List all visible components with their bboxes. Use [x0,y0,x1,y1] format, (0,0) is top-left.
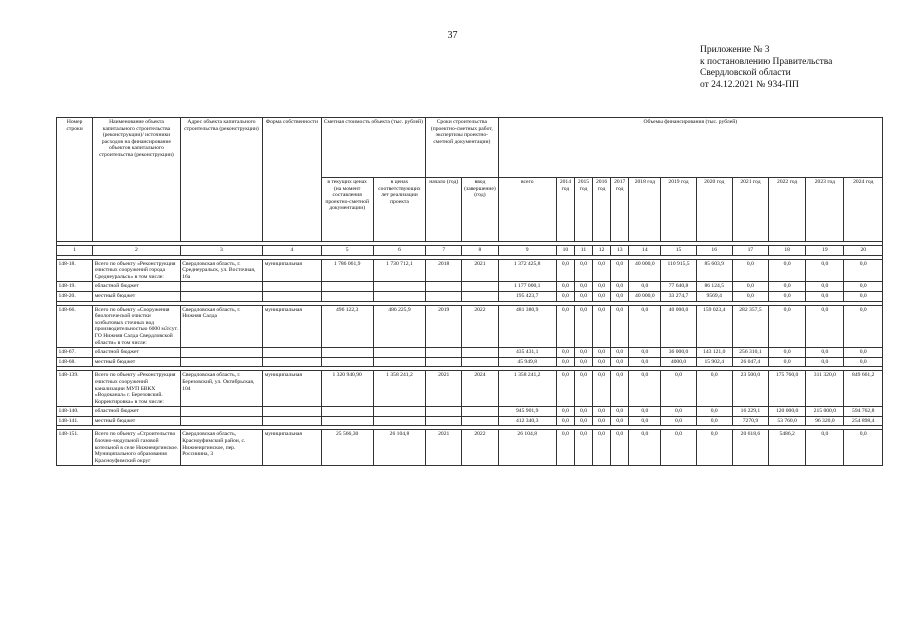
funding-year-value: 215 000,0 [806,407,844,417]
funding-year-value: 0,0 [593,416,611,426]
funding-year-value: 0,0 [844,282,883,292]
column-number: 10 [556,246,574,256]
funding-year-value: 0,0 [593,357,611,367]
funding-year-value: 0,0 [611,416,629,426]
funding-year-value: 85 603,9 [696,259,732,282]
cost-forecast: 1 730 712,1 [373,259,425,282]
funding-year-value: 36 000,0 [661,348,696,358]
empty-cell [263,291,321,301]
funding-year-value: 0,0 [556,371,574,407]
cost-current: 496 122,3 [321,305,373,348]
funding-year-value: 0,0 [574,282,592,292]
object-name: Всего по объекту «Реконструкция очистных сооружений канализации МУП БВКХ «Водоканал» г. Березовский. Корректировка» в том числе: [93,371,181,407]
empty-cell [180,282,262,292]
empty-cell [321,407,373,417]
object-name: Всего по объекту «Реконструкция очистных сооружений города Среднеуральск» в том числе: [93,259,181,282]
funding-year-value: 0,0 [844,259,883,282]
empty-cell [426,282,462,292]
funding-year-value: 0,0 [806,305,844,348]
table-body [57,259,883,466]
ownership-form: муниципальная [263,305,321,348]
funding-year-value: 0,0 [611,348,629,358]
empty-cell [263,407,321,417]
table-subrow [57,357,883,367]
funding-total: 435 431,1 [498,348,556,358]
funding-year-value: 0,0 [611,407,629,417]
funding-year-value: 0,0 [556,291,574,301]
funding-year-value: 0,0 [611,305,629,348]
funding-year-value: 0,0 [611,357,629,367]
table-subrow [57,348,883,358]
budget-source: местный бюджет [93,416,181,426]
funding-year-value: 256 310,1 [732,348,768,358]
funding-year-value: 0,0 [806,430,844,466]
appendix-block [700,45,890,91]
row-number: 148-66. [57,305,93,348]
funding-year-value: 0,0 [629,407,661,417]
table-subrow [57,416,883,426]
empty-cell [180,348,262,358]
funding-year-value: 0,0 [611,282,629,292]
column-number: 9 [498,246,556,256]
funding-year-value: 0,0 [806,259,844,282]
funding-year-value: 0,0 [593,259,611,282]
funding-year-value: 40 000,0 [661,305,696,348]
column-number: 11 [574,246,592,256]
funding-year-value: 0,0 [574,348,592,358]
funding-year-value: 0,0 [611,430,629,466]
funding-year-value: 20 618,6 [732,430,768,466]
funding-year-value: 0,0 [769,305,806,348]
empty-cell [373,407,425,417]
header-start-year: начало (год) [426,178,462,242]
empty-cell [462,357,498,367]
column-number: 6 [373,246,425,256]
empty-cell [321,357,373,367]
column-number-row [57,246,883,256]
header-object-name: Наименование объекта капитального строительства (реконструкции)/ источники расходов на финансирование объектов капитального строительства (реконструкции) [93,118,181,242]
empty-cell [373,357,425,367]
funding-year-value: 5486,2 [769,430,806,466]
funding-total: 481 380,9 [498,305,556,348]
object-name: Всего по объекту «Сооружения биологической очистки хозбытовых сточных вод производительностью 6000 м3/сут. ГО Нижняя Салда Свердловской области» в том числе: [93,305,181,348]
column-number: 14 [629,246,661,256]
budget-source: областной бюджет [93,348,181,358]
empty-cell [426,416,462,426]
column-number: 4 [263,246,321,256]
empty-cell [373,416,425,426]
funding-year-value: 0,0 [629,348,661,358]
funding-total: 45 949,8 [498,357,556,367]
table-subrow [57,291,883,301]
column-number: 18 [769,246,806,256]
header-total: всего [498,178,556,242]
funding-year-value: 0,0 [556,430,574,466]
object-address: Свердловская область, г. Березовский, ул. Октябрьская, 104 [180,371,262,407]
header-financing: Объемы финансирования (тыс. рублей) [498,118,882,178]
financing-table-wrapper [56,117,883,466]
header-row-number: Номер строки [57,118,93,242]
row-number: 148-18. [57,259,93,282]
funding-year-value: 0,0 [661,416,696,426]
object-address: Свердловская область, Красноуфимский район, с. Нижнеиргинское, пер. Россииина, 3 [180,430,262,466]
cost-current: 25 566,30 [321,430,373,466]
header-cost-current: в текущих ценах (на момент составления проектно-сметной документации) [321,178,373,242]
funding-year-value: 0,0 [556,259,574,282]
empty-cell [321,348,373,358]
funding-year-value: 254 898,4 [844,416,883,426]
empty-cell [321,282,373,292]
budget-source: областной бюджет [93,407,181,417]
funding-year-value: 282 357,5 [732,305,768,348]
empty-cell [180,357,262,367]
row-number: 148-141. [57,416,93,426]
funding-year-value: 0,0 [574,430,592,466]
funding-year-value: 0,0 [629,371,661,407]
funding-year-value: 0,0 [593,305,611,348]
page-number: 37 [447,30,458,41]
empty-cell [426,291,462,301]
empty-cell [373,282,425,292]
funding-year-value: 9569,4 [696,291,732,301]
funding-total: 1 177 000,1 [498,282,556,292]
funding-year-value: 849 661,2 [844,371,883,407]
funding-year-value: 23 500,0 [732,371,768,407]
funding-year-value: 40 000,0 [629,291,661,301]
appendix-line: от 24.12.2021 № 934-ПП [700,79,799,90]
start-year: 2021 [426,430,462,466]
funding-year-value: 0,0 [574,357,592,367]
empty-cell [426,357,462,367]
header-construction-terms: Сроки строительства (проектно-сметных работ, экспертизы проектно-сметной документации) [426,118,498,178]
row-number: 148-20. [57,291,93,301]
row-number: 148-67. [57,348,93,358]
funding-year-value: 0,0 [629,430,661,466]
cost-current: 1 320 940,90 [321,371,373,407]
funding-year-value: 0,0 [574,371,592,407]
budget-source: областной бюджет [93,282,181,292]
funding-year-value: 0,0 [661,430,696,466]
funding-year-value: 33 274,7 [661,291,696,301]
funding-year-value: 0,0 [806,282,844,292]
funding-year-value: 0,0 [769,282,806,292]
row-number: 148-140. [57,407,93,417]
funding-year-value: 0,0 [806,357,844,367]
funding-year-value: 0,0 [556,357,574,367]
column-number: 13 [611,246,629,256]
funding-total: 1 372 425,8 [498,259,556,282]
empty-cell [426,407,462,417]
ownership-form: муниципальная [263,259,321,282]
column-number: 8 [462,246,498,256]
start-year: 2021 [426,371,462,407]
cost-forecast: 1 358 241,2 [373,371,425,407]
start-year: 2019 [426,305,462,348]
header-year-1: 2015 год [574,178,592,242]
funding-year-value: 0,0 [844,430,883,466]
funding-year-value: 26 047,4 [732,357,768,367]
empty-cell [321,291,373,301]
table-subrow [57,407,883,417]
header-year-2: 2016 год [593,178,611,242]
end-year: 2021 [462,259,498,282]
funding-year-value: 0,0 [696,407,732,417]
funding-year-value: 0,0 [556,348,574,358]
header-year-5: 2019 год [661,178,696,242]
funding-year-value: 0,0 [593,348,611,358]
funding-year-value: 0,0 [769,348,806,358]
funding-year-value: 159 023,4 [696,305,732,348]
funding-year-value: 0,0 [611,291,629,301]
funding-year-value: 0,0 [556,416,574,426]
funding-year-value: 0,0 [844,348,883,358]
empty-cell [462,407,498,417]
funding-total: 195 423,7 [498,291,556,301]
funding-year-value: 0,0 [844,291,883,301]
funding-year-value: 0,0 [593,282,611,292]
empty-cell [373,291,425,301]
funding-year-value: 0,0 [732,259,768,282]
header-year-6: 2020 год [696,178,732,242]
header-estimated-cost: Сметная стоимость объекта (тыс. рублей) [321,118,426,178]
funding-year-value: 7270,9 [732,416,768,426]
column-number: 19 [806,246,844,256]
start-year: 2018 [426,259,462,282]
funding-total: 1 358 241,2 [498,371,556,407]
header-year-9: 2023 год [806,178,844,242]
funding-year-value: 0,0 [769,291,806,301]
funding-year-value: 110 915,5 [661,259,696,282]
funding-year-value: 0,0 [732,282,768,292]
empty-cell [263,282,321,292]
funding-year-value: 96 320,0 [806,416,844,426]
column-number: 5 [321,246,373,256]
row-number: 148-139. [57,371,93,407]
cost-forecast: 26 104,8 [373,430,425,466]
table-row [57,430,883,466]
funding-year-value: 594 762,8 [844,407,883,417]
empty-cell [263,348,321,358]
funding-year-value: 0,0 [696,430,732,466]
empty-cell [426,348,462,358]
empty-cell [373,348,425,358]
column-number: 15 [661,246,696,256]
ownership-form: муниципальная [263,430,321,466]
funding-year-value: 0,0 [629,305,661,348]
empty-cell [180,407,262,417]
funding-year-value: 143 121,0 [696,348,732,358]
funding-year-value: 0,0 [574,305,592,348]
funding-year-value: 0,0 [611,371,629,407]
table-row [57,305,883,348]
funding-year-value: 53 760,0 [769,416,806,426]
header-end-year: ввод (завершение) (год) [462,178,498,242]
column-number: 1 [57,246,93,256]
row-number: 148-19. [57,282,93,292]
funding-year-value: 0,0 [696,371,732,407]
empty-cell [462,348,498,358]
funding-year-value: 311 320,0 [806,371,844,407]
header-cost-forecast: в ценах соответствующих лет реализации проекта [373,178,425,242]
funding-year-value: 0,0 [556,305,574,348]
funding-total: 412 340,3 [498,416,556,426]
row-number: 148-68. [57,357,93,367]
funding-year-value: 0,0 [574,407,592,417]
object-address: Свердловская область, г. Нижняя Салда [180,305,262,348]
column-number: 12 [593,246,611,256]
cost-current: 1 786 061,9 [321,259,373,282]
empty-cell [321,416,373,426]
empty-cell [180,291,262,301]
table-row [57,371,883,407]
empty-cell [462,291,498,301]
funding-year-value: 16 229,1 [732,407,768,417]
header-year-10: 2024 год [844,178,883,242]
funding-year-value: 0,0 [696,416,732,426]
column-number: 16 [696,246,732,256]
funding-year-value: 40 000,0 [629,259,661,282]
funding-year-value: 120 000,0 [769,407,806,417]
funding-year-value: 0,0 [629,282,661,292]
funding-year-value: 0,0 [732,291,768,301]
funding-year-value: 0,0 [593,371,611,407]
funding-year-value: 0,0 [574,291,592,301]
funding-year-value: 0,0 [769,259,806,282]
appendix-line: Приложение № 3 [700,45,770,55]
table-subrow [57,282,883,292]
empty-cell [462,282,498,292]
empty-cell [263,357,321,367]
funding-year-value: 86 124,5 [696,282,732,292]
funding-year-value: 0,0 [661,407,696,417]
funding-year-value: 0,0 [593,430,611,466]
financing-table [56,117,883,466]
end-year: 2022 [462,430,498,466]
header-ownership: Форма собственности [263,118,321,242]
header-year-7: 2021 год [732,178,768,242]
table-row [57,259,883,282]
table-header [57,118,883,260]
funding-year-value: 0,0 [629,357,661,367]
object-name: Всего по объекту «Строительство блочно-модульной газовой котельной в селе Нижнеиргинское. Муниципального образования Красноуфимский округ [93,430,181,466]
row-number: 148-151. [57,430,93,466]
end-year: 2024 [462,371,498,407]
funding-year-value: 0,0 [769,357,806,367]
funding-total: 945 901,9 [498,407,556,417]
budget-source: местный бюджет [93,291,181,301]
column-number: 7 [426,246,462,256]
funding-year-value: 175 760,0 [769,371,806,407]
empty-cell [263,416,321,426]
header-year-3: 2017 год [611,178,629,242]
header-year-8: 2022 год [769,178,806,242]
funding-year-value: 4000,0 [661,357,696,367]
funding-year-value: 0,0 [629,416,661,426]
appendix-line: к постановлению Правительства [700,56,833,67]
empty-cell [180,416,262,426]
appendix-line: Свердловской области [700,68,791,78]
funding-year-value: 77 640,8 [661,282,696,292]
funding-year-value: 0,0 [611,259,629,282]
cost-forecast: 486 225,9 [373,305,425,348]
column-number: 3 [180,246,262,256]
budget-source: местный бюджет [93,357,181,367]
funding-year-value: 0,0 [661,371,696,407]
funding-year-value: 15 902,4 [696,357,732,367]
funding-year-value: 0,0 [593,291,611,301]
funding-year-value: 0,0 [806,348,844,358]
column-number: 20 [844,246,883,256]
column-number: 2 [93,246,181,256]
header-year-4: 2018 год [629,178,661,242]
empty-cell [462,416,498,426]
funding-year-value: 0,0 [844,357,883,367]
funding-total: 26 104,8 [498,430,556,466]
end-year: 2022 [462,305,498,348]
header-address: Адрес объекта капитального строительства (реконструкции) [180,118,262,242]
header-year-0: 2014 год [556,178,574,242]
funding-year-value: 0,0 [574,259,592,282]
funding-year-value: 0,0 [556,407,574,417]
funding-year-value: 0,0 [806,291,844,301]
funding-year-value: 0,0 [593,407,611,417]
object-address: Свердловская область, г. Среднеуральск, ул. Восточная, 16а [180,259,262,282]
funding-year-value: 0,0 [556,282,574,292]
funding-year-value: 0,0 [844,305,883,348]
funding-year-value: 0,0 [574,416,592,426]
ownership-form: муниципальная [263,371,321,407]
column-number: 17 [732,246,768,256]
